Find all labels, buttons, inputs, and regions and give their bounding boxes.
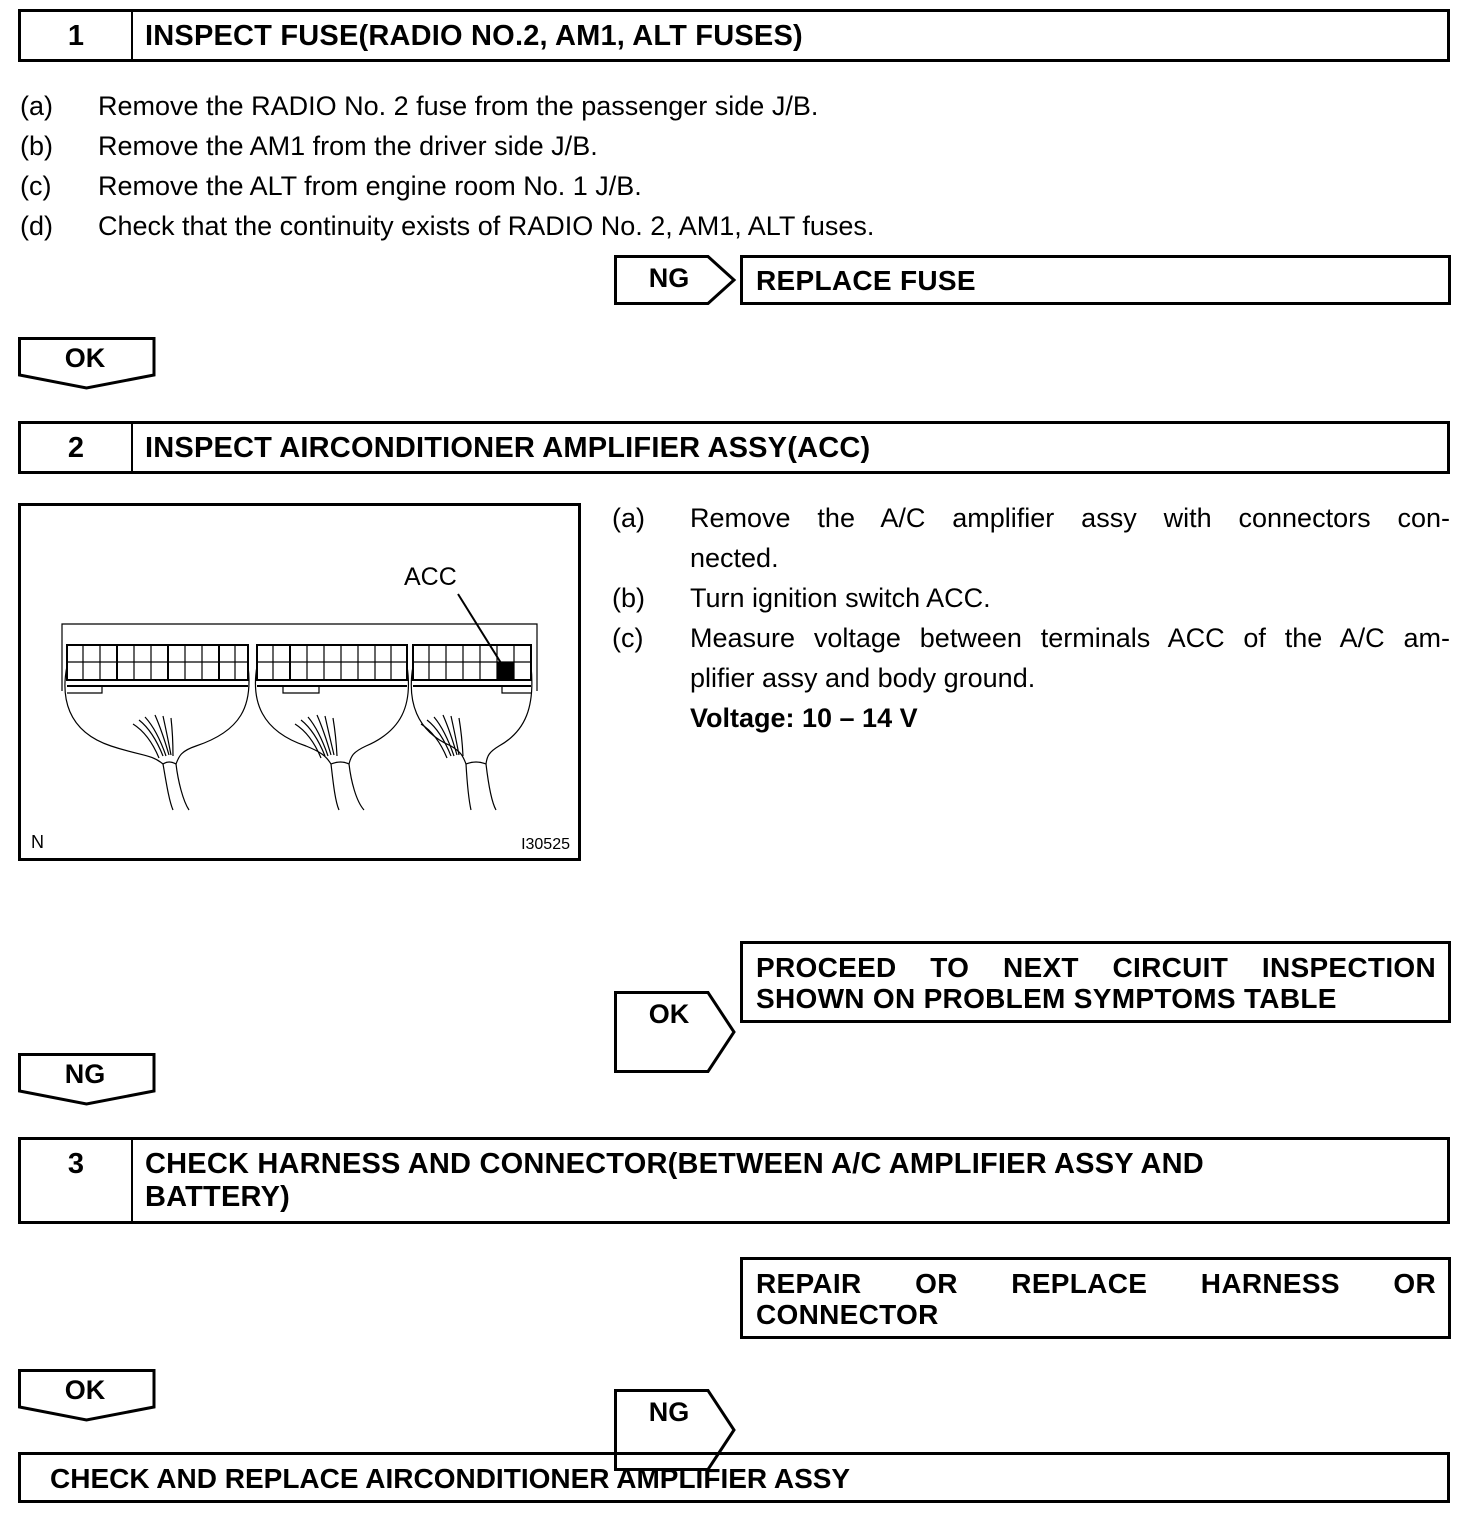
acc-terminal-marker [497,662,514,680]
instruction-label: (d) [20,211,53,241]
ok-down-tag [18,1369,156,1421]
action-text-line2: CONNECTOR [756,1299,939,1330]
action-text-line2: SHOWN ON PROBLEM SYMPTOMS TABLE [756,983,1337,1014]
acc-terminal-label: ACC [404,563,457,591]
instruction-text: Remove the A/C amplifier assy with connectors con- [690,503,1450,533]
action-text: REPLACE FUSE [756,265,976,296]
ng-arrow-tag [614,255,736,305]
ng-down-tag [18,1053,156,1105]
voltage-spec: Voltage: 10 – 14 V [690,703,918,733]
instruction-label: (b) [612,583,645,613]
action-text-line1: REPAIR OR REPLACE HARNESS OR [756,1268,1436,1299]
instruction-item [20,206,1020,246]
repair-harness-action [740,1257,1451,1339]
instruction-text-cont: plifier assy and body ground. [690,663,1036,693]
instruction-label: (a) [20,91,53,121]
instruction-item [20,166,1020,206]
continue-tag-label: OK [64,1375,106,1405]
ok-arrow-tag [614,991,736,1073]
final-action-text: CHECK AND REPLACE AIRCONDITIONER AMPLIFIER ASSY [50,1463,851,1494]
instruction-item [20,86,1020,126]
instruction-text: Remove the AM1 from the driver side J/B. [98,131,598,161]
amplifier-connector-illustration [21,506,578,858]
result-tag-label: OK [648,999,690,1029]
instruction-item [612,618,1450,738]
action-text-line1: PROCEED TO NEXT CIRCUIT INSPECTION [756,952,1436,983]
instruction-label: (c) [612,623,644,653]
step-title: INSPECT AIRCONDITIONER AMPLIFIER ASSY(ACC) [145,432,871,464]
step-number: 3 [21,1140,133,1221]
replace-fuse-action [740,255,1451,305]
ok-down-tag [18,337,156,389]
result-tag-label: NG [648,1397,690,1427]
step-title-line2: BATTERY) [145,1181,290,1213]
figure-id: I30525 [521,836,570,853]
instruction-text: Check that the continuity exists of RADIO No. 2, AM1, ALT fuses. [98,211,875,241]
instruction-item [20,126,1020,166]
step-title: INSPECT FUSE(RADIO NO.2, AM1, ALT FUSES) [145,20,803,52]
result-tag-label: NG [648,263,690,293]
continue-tag-label: NG [64,1059,106,1089]
final-action-box [18,1452,1450,1503]
proceed-next-inspection-action [740,941,1451,1023]
instruction-text-cont: nected. [690,543,779,573]
instruction-text: Remove the ALT from engine room No. 1 J/B. [98,171,642,201]
instruction-item [612,498,1450,578]
instruction-text: Turn ignition switch ACC. [690,583,991,613]
instruction-text: Measure voltage between terminals ACC of the A/C am- [690,623,1450,653]
step-title-line1: CHECK HARNESS AND CONNECTOR(BETWEEN A/C AMPLIFIER ASSY AND [145,1148,1204,1180]
step-number: 2 [21,424,133,471]
connector-diagram [18,503,581,861]
instruction-label: (b) [20,131,53,161]
continue-tag-label: OK [64,343,106,373]
figure-corner-label: N [31,832,44,852]
instruction-label: (a) [612,503,645,533]
step-2-instructions [612,498,1450,738]
instruction-text: Remove the RADIO No. 2 fuse from the passenger side J/B. [98,91,819,121]
instruction-item [612,578,1450,618]
step-number: 1 [21,12,133,59]
step-3-header [18,1137,1450,1224]
step-2-header [18,421,1450,474]
instruction-label: (c) [20,171,52,201]
step-1-instructions [20,86,1020,246]
step-1-header [18,9,1450,62]
